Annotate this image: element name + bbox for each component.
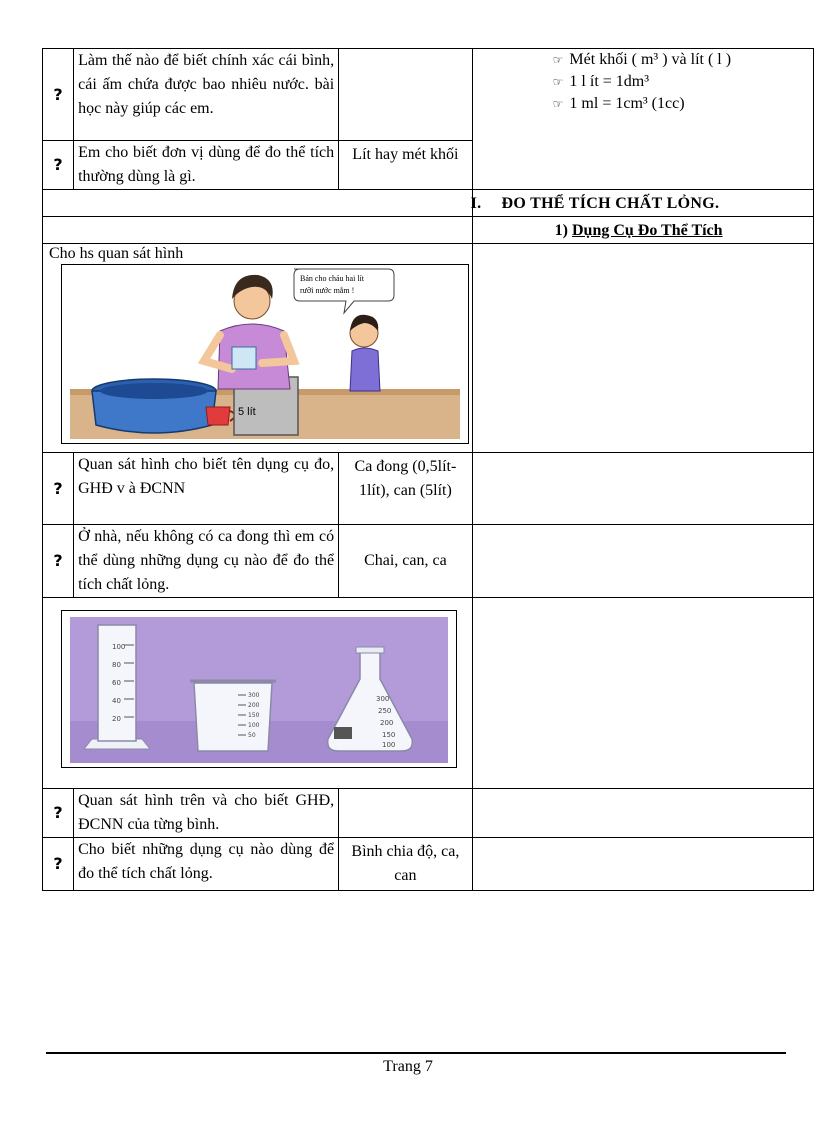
cylinder-tick-label: 100: [112, 643, 126, 651]
note-item: ☞ 1 ml = 1cm³ (1cc): [552, 95, 685, 112]
footer-rule: [46, 1052, 786, 1054]
question-text: Em cho biết đơn vị dùng để đo thể tích thường dùng là gì.: [74, 141, 339, 190]
question-row-6: [43, 838, 814, 891]
shop-illustration: [61, 264, 469, 444]
empty-cell: [43, 190, 473, 217]
flask-tick-label: 250: [378, 707, 392, 715]
pointing-hand-icon: ☞: [552, 75, 564, 89]
question-mark: ?: [43, 49, 74, 141]
beaker-tick-label: 200: [248, 702, 260, 709]
question-text: Ở nhà, nếu không có ca đong thì em có thể dùng những dụng cụ nào để đo thể tích chất lỏng.: [74, 525, 339, 598]
note-item: ☞ 1 l ít = 1dm³: [552, 73, 650, 90]
empty-cell: [472, 525, 813, 598]
figure-caption: Cho hs quan sát hình: [49, 245, 184, 262]
question-mark: ?: [43, 838, 74, 891]
empty-cell: [472, 244, 813, 453]
flask-tick-label: 150: [382, 731, 396, 739]
answer-cell: [339, 789, 473, 838]
cylinder-tick-label: 40: [112, 697, 121, 705]
beaker-tick-label: 300: [248, 692, 260, 699]
figure-row-1: [43, 244, 814, 453]
flask-tick-label: 100: [382, 741, 396, 749]
answer-cell: Ca đong (0,5lít-1lít), can (5lít): [339, 453, 473, 525]
subsection-heading: 1) Dụng Cụ Đo Thể Tích: [472, 217, 813, 244]
question-mark: ?: [43, 453, 74, 525]
note-item: ☞ Mét khối ( m³ ) và lít ( l ): [552, 51, 732, 68]
question-text: Làm thế nào để biết chính xác cái bình, cái ấm chứa được bao nhiêu nước. bài học này giúp các em.: [74, 49, 339, 141]
speech-line: Bán cho cháu hai lít: [300, 274, 364, 283]
question-mark: ?: [43, 789, 74, 838]
beaker-tick-label: 100: [248, 722, 260, 729]
notes-cell: [472, 49, 813, 190]
question-text: Quan sát hình cho biết tên dụng cụ đo, GHĐ v à ĐCNN: [74, 453, 339, 525]
answer-cell: [339, 49, 473, 141]
empty-cell: [472, 453, 813, 525]
flask-tick-label: 300: [376, 695, 390, 703]
cylinder-tick-label: 60: [112, 679, 121, 687]
lab-glassware-illustration: [61, 610, 457, 768]
lesson-table: [42, 48, 814, 891]
question-row-1: [43, 49, 814, 141]
empty-cell: [43, 217, 473, 244]
empty-cell: [472, 789, 813, 838]
question-text: Cho biết những dụng cụ nào dùng để đo thể tích chất lỏng.: [74, 838, 339, 891]
speech-line: rưỡi nước mắm !: [300, 286, 355, 295]
question-row-4: [43, 525, 814, 598]
flask-tick-label: 200: [380, 719, 394, 727]
answer-cell: Lít hay mét khối: [339, 141, 473, 190]
answer-cell: Chai, can, ca: [339, 525, 473, 598]
can-label: 5 lít: [238, 406, 256, 418]
answer-cell: Bình chia độ, ca, can: [339, 838, 473, 891]
pointing-hand-icon: ☞: [552, 97, 564, 111]
section-row: [43, 190, 814, 217]
beaker-tick-label: 50: [248, 732, 256, 739]
cylinder-tick-label: 20: [112, 715, 121, 723]
question-row-5: [43, 789, 814, 838]
figure-cell: [43, 244, 473, 453]
question-mark: ?: [43, 141, 74, 190]
figure-row-2: [43, 598, 814, 789]
unit-notes: [473, 49, 813, 115]
empty-cell: [472, 598, 813, 789]
beaker-tick-label: 150: [248, 712, 260, 719]
question-mark: ?: [43, 525, 74, 598]
empty-cell: [472, 838, 813, 891]
section-heading: I. ĐO THỂ TÍCH CHẤT LỎNG.: [472, 190, 813, 217]
page-number: Trang 7: [383, 1058, 433, 1075]
question-text: Quan sát hình trên và cho biết GHĐ, ĐCNN của từng bình.: [74, 789, 339, 838]
figure-cell: [43, 598, 473, 789]
pointing-hand-icon: ☞: [552, 53, 564, 67]
cylinder-tick-label: 80: [112, 661, 121, 669]
subsection-row: [43, 217, 814, 244]
question-row-3: [43, 453, 814, 525]
